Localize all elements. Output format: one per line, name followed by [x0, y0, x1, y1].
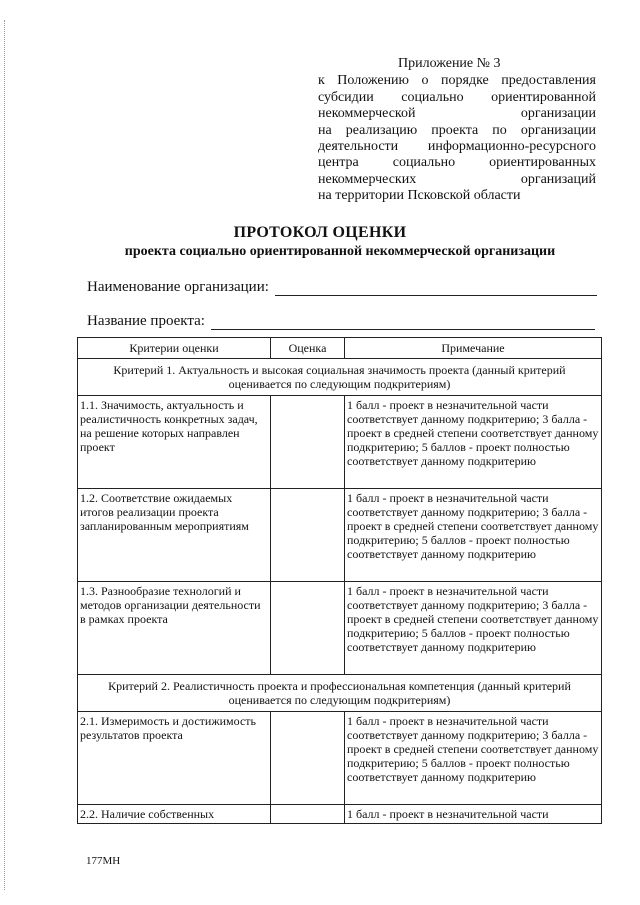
evaluation-table	[77, 337, 602, 824]
note-1-3: 1 балл - проект в незначительной части соответствует данному подкритерию; 3 балла - проект в средней степени соответствует данному подкритерию; 5 баллов - проект полностью соответствует данному подкритерию	[345, 582, 602, 675]
appendix-line: к Положению о порядке предоставления	[318, 73, 596, 89]
header-score: Оценка	[271, 338, 345, 359]
organization-name-field	[87, 279, 597, 296]
note-1-1: 1 балл - проект в незначительной части соответствует данному подкритерию; 3 балла - проект в средней степени соответствует данному подкритерию; 5 баллов - проект полностью соответствует данному подкритерию	[345, 396, 602, 489]
subcriterion-1-2: 1.2. Соответствие ожидаемых итогов реализации проекта запланированным мероприятиям	[78, 489, 271, 582]
appendix-block	[318, 56, 596, 205]
subcriterion-2-1: 2.1. Измеримость и достижимость результатов проекта	[78, 712, 271, 805]
appendix-line-pair	[318, 106, 596, 122]
page-edge	[4, 20, 6, 890]
score-cell-1-3[interactable]	[271, 582, 345, 675]
table-row	[78, 396, 602, 489]
project-blank-line[interactable]	[211, 314, 595, 330]
subcriterion-2-2: 2.2. Наличие собственных	[78, 805, 271, 824]
table-header-row	[78, 338, 602, 359]
criterion-1: Критерий 1. Актуальность и высокая социальная значимость проекта (данный критерий оценивается по следующим подкритериям)	[78, 359, 602, 396]
document-title: ПРОТОКОЛ ОЦЕНКИ	[233, 224, 407, 241]
criterion-row	[78, 675, 602, 712]
appendix-line: на территории Псковской области	[318, 188, 521, 204]
criterion-2: Критерий 2. Реалистичность проекта и профессиональная компетенция (данный критерий оценивается по следующим подкритериям)	[78, 675, 602, 712]
appendix-line-pair	[318, 172, 596, 188]
table-row	[78, 712, 602, 805]
note-2-2: 1 балл - проект в незначительной части	[345, 805, 602, 824]
appendix-line: субсидии социально ориентированной	[318, 89, 596, 105]
footer-code: 177МН	[86, 855, 121, 867]
score-cell-1-1[interactable]	[271, 396, 345, 489]
note-1-2: 1 балл - проект в незначительной части соответствует данному подкритерию; 3 балла - проект в средней степени соответствует данному подкритерию; 5 баллов - проект полностью соответствует данному подкритерию	[345, 489, 602, 582]
appendix-line: на реализацию проекта по организации	[318, 122, 596, 138]
appendix-line: деятельности информационно-ресурсного	[318, 139, 596, 155]
score-cell-1-2[interactable]	[271, 489, 345, 582]
project-label: Название проекта:	[87, 313, 205, 329]
appendix-line: организации	[520, 106, 596, 122]
score-cell-2-1[interactable]	[271, 712, 345, 805]
document-subtitle: проекта социально ориентированной некоммерческой организации	[124, 244, 556, 259]
project-name-field	[87, 313, 595, 330]
table-row	[78, 489, 602, 582]
header-note: Примечание	[345, 338, 602, 359]
appendix-line: центра социально ориентированных	[318, 155, 596, 171]
score-cell-2-2[interactable]	[271, 805, 345, 824]
appendix-line: организаций	[520, 171, 596, 187]
appendix-line: некоммерческих	[318, 171, 417, 187]
appendix-line: некоммерческой	[318, 106, 416, 122]
subcriterion-1-1: 1.1. Значимость, актуальность и реалистичность конкретных задач, на решение которых направлен проект	[78, 396, 271, 489]
organization-label: Наименование организации:	[87, 279, 269, 295]
subcriterion-1-3: 1.3. Разнообразие технологий и методов организации деятельности в рамках проекта	[78, 582, 271, 675]
header-criteria: Критерии оценки	[78, 338, 271, 359]
criterion-row	[78, 359, 602, 396]
appendix-number: Приложение № 3	[398, 56, 501, 71]
organization-blank-line[interactable]	[275, 280, 597, 296]
note-2-1: 1 балл - проект в незначительной части соответствует данному подкритерию; 3 балла - проект в средней степени соответствует данному подкритерию; 5 баллов - проект полностью соответствует данному подкритерию	[345, 712, 602, 805]
table-row	[78, 805, 602, 824]
table-row	[78, 582, 602, 675]
